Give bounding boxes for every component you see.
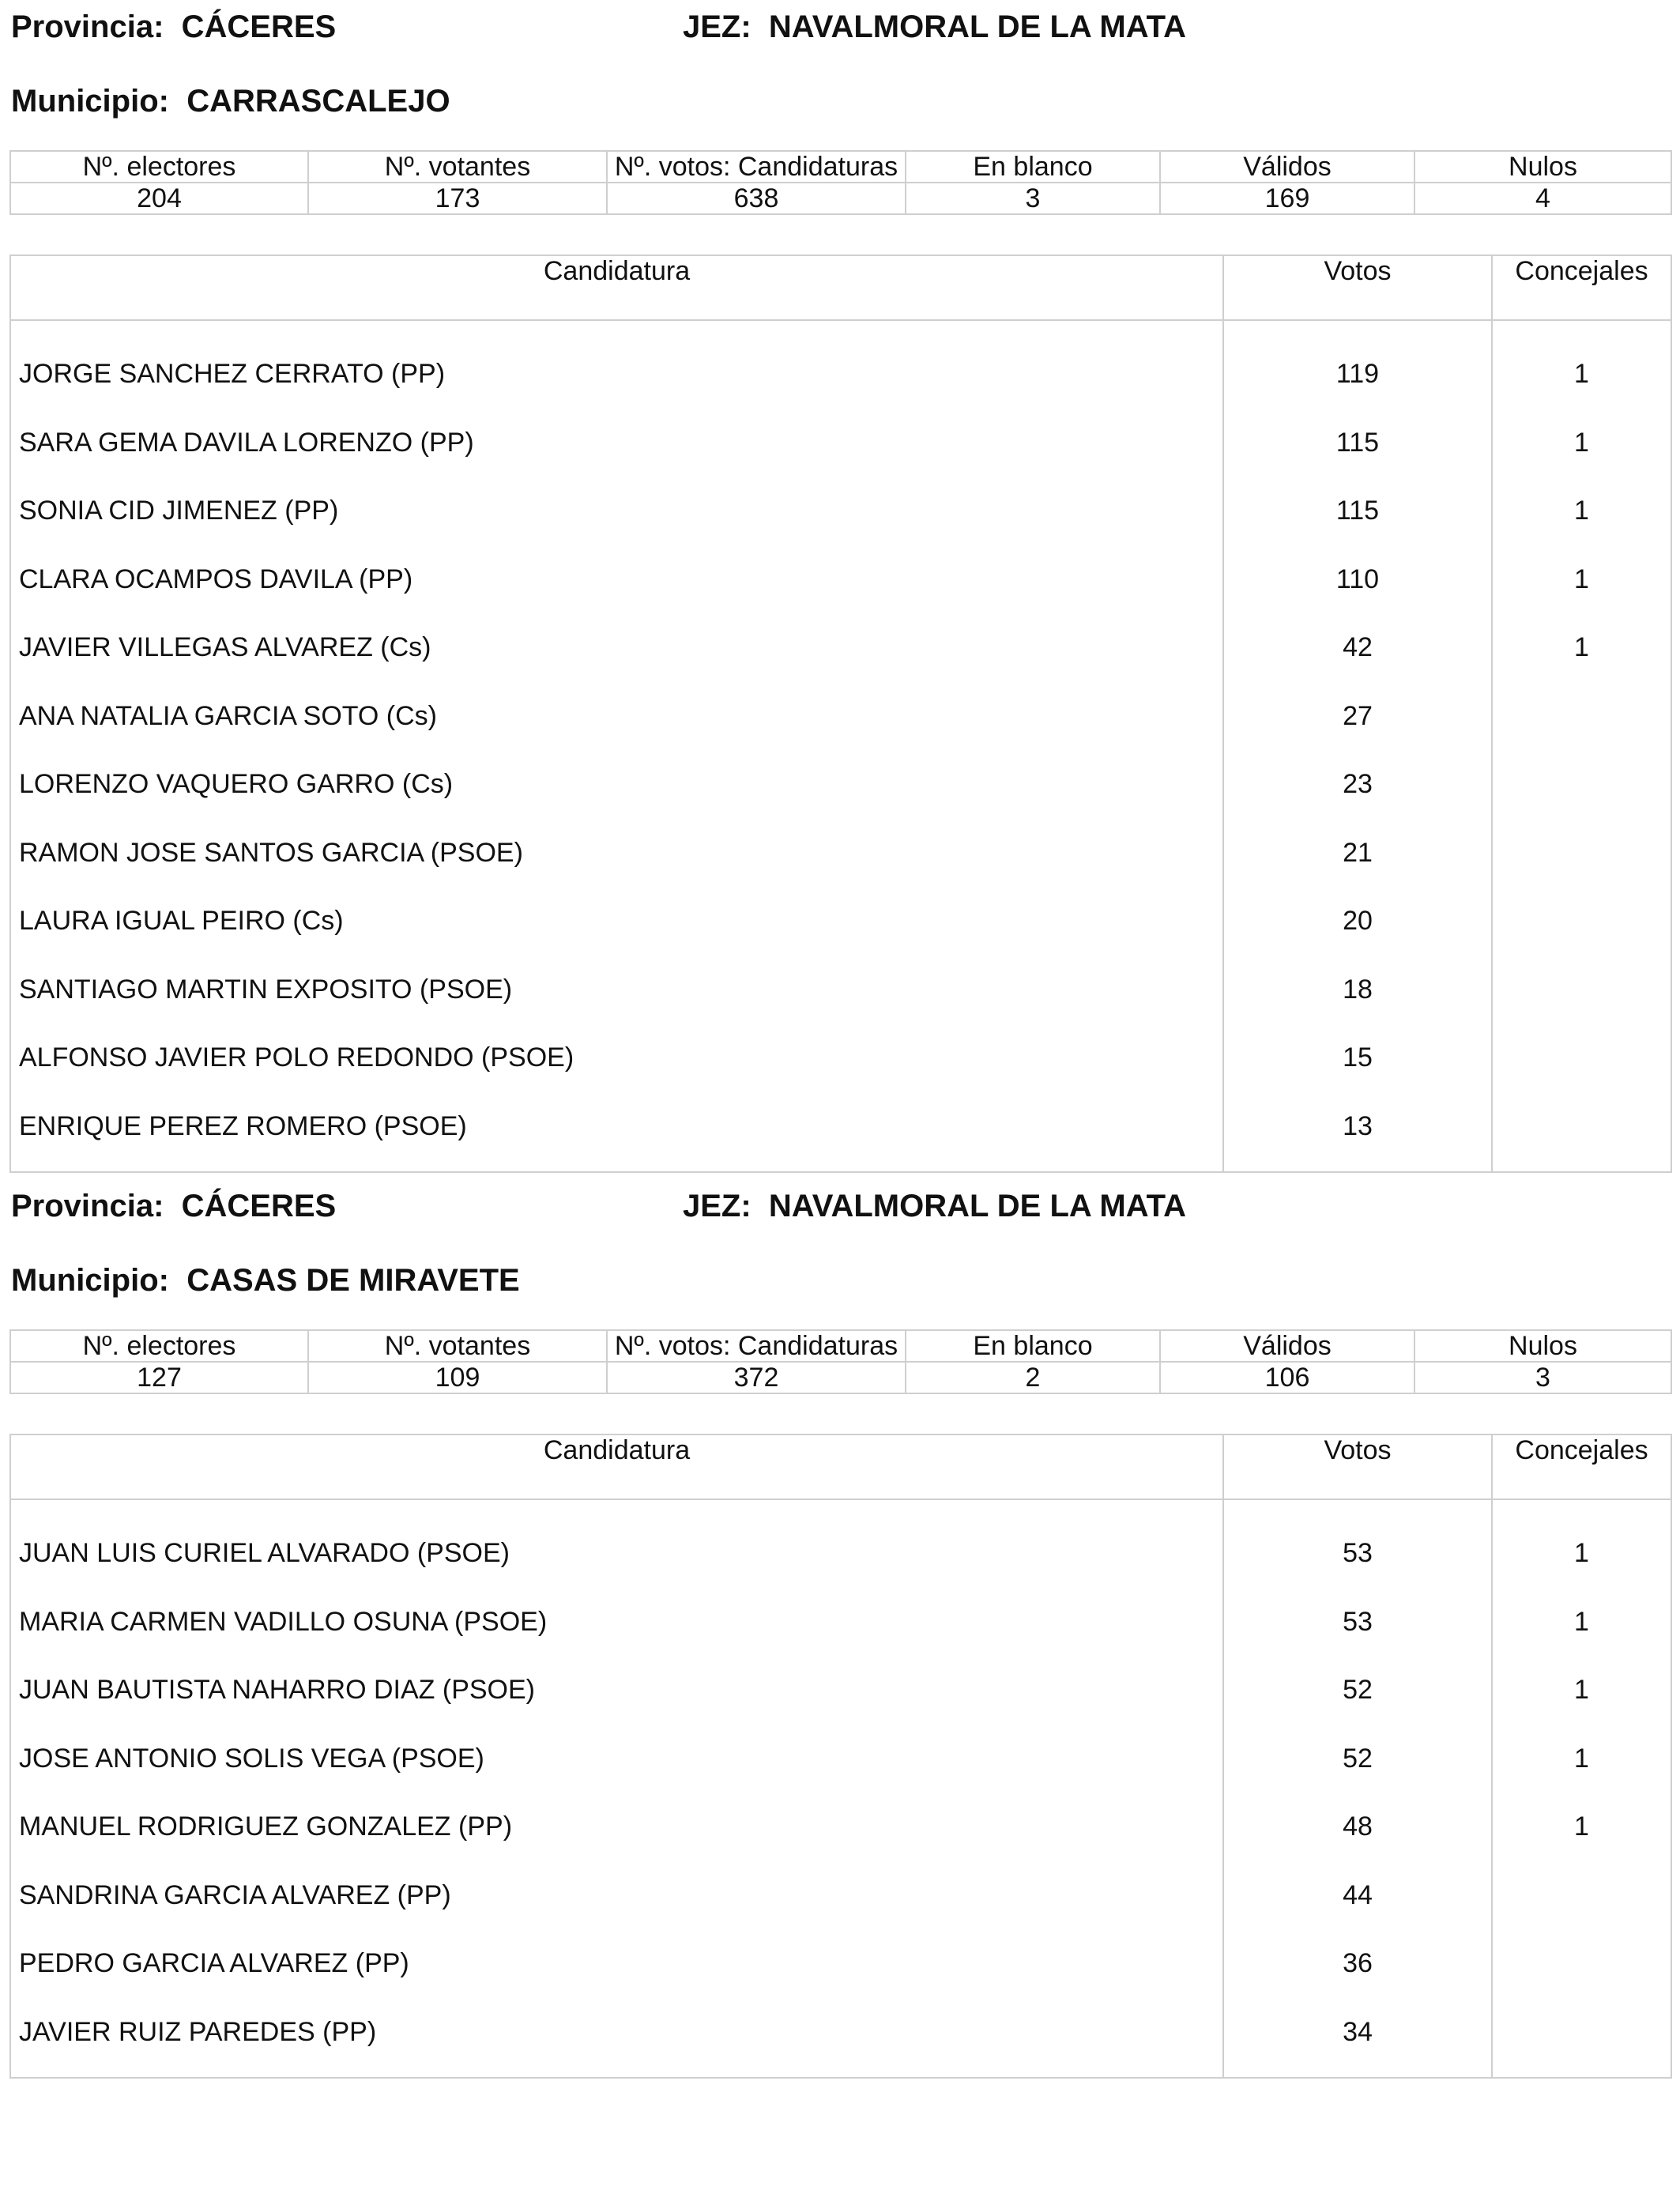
table-row [11, 1728, 1671, 1796]
candidate-votes: 36 [1343, 1948, 1373, 1978]
candidate-votes: 119 [1335, 359, 1380, 389]
provincia-heading: Provincia: CÁCERES [11, 1189, 337, 1223]
candidate-votes: 53 [1343, 1538, 1373, 1568]
candidate-votes: 115 [1335, 427, 1380, 458]
table-row [11, 959, 1671, 1027]
candidate-votes: 34 [1343, 2016, 1373, 2047]
table-row [11, 1659, 1671, 1728]
candidate-concejales: 1 [1574, 632, 1589, 662]
summary-value-cell: 127 [10, 1362, 308, 1393]
candidate-concejales: 1 [1574, 427, 1589, 458]
summary-value-cell: 3 [1414, 1362, 1671, 1393]
table-row [11, 548, 1671, 617]
municipio-heading: Municipio: CARRASCALEJO [11, 84, 450, 119]
candidate-name: CLARA OCAMPOS DAVILA (PP) [19, 564, 413, 594]
municipio-heading: Municipio: CASAS DE MIRAVETE [11, 1263, 520, 1298]
candidate-votes: 21 [1343, 837, 1373, 868]
candidate-name: ENRIQUE PEREZ ROMERO (PSOE) [19, 1110, 467, 1141]
candidate-votes: 13 [1343, 1110, 1373, 1141]
candidate-votes: 115 [1335, 496, 1380, 526]
summary-header-cell: Nº. electores [10, 151, 308, 183]
candidate-concejales: 1 [1574, 1811, 1589, 1842]
summary-header-cell: Nº. electores [10, 1330, 308, 1362]
table-row [11, 2001, 1671, 2070]
table-row [11, 480, 1671, 548]
provincia-heading: Provincia: CÁCERES [11, 9, 337, 44]
table-row [11, 753, 1671, 822]
candidate-name: ALFONSO JAVIER POLO REDONDO (PSOE) [19, 1042, 574, 1072]
summary-header-row [10, 151, 1671, 183]
candidate-name: SANTIAGO MARTIN EXPOSITO (PSOE) [19, 974, 513, 1005]
candidate-votes: 52 [1343, 1675, 1373, 1705]
table-row [11, 1522, 1671, 1591]
table-row [11, 1796, 1671, 1864]
table-row [11, 616, 1671, 685]
table-row [11, 890, 1671, 959]
candidate-concejales: 1 [1574, 564, 1589, 594]
votos-column-header: Votos [1324, 1435, 1392, 1465]
candidatura-column-header: Candidatura [543, 256, 691, 286]
jez-heading: JEZ: NAVALMORAL DE LA MATA [683, 9, 1187, 44]
jez-heading: JEZ: NAVALMORAL DE LA MATA [683, 1189, 1187, 1223]
candidate-votes: 52 [1343, 1743, 1373, 1774]
candidatura-rows [11, 321, 1671, 1171]
candidate-votes: 18 [1343, 974, 1373, 1005]
summary-table [9, 150, 1672, 215]
candidatura-table [9, 254, 1672, 1173]
candidate-votes: 53 [1343, 1606, 1373, 1637]
summary-header-cell: Nulos [1414, 151, 1671, 183]
candidate-name: JAVIER VILLEGAS ALVAREZ (Cs) [19, 632, 431, 662]
summary-table [9, 1329, 1672, 1394]
candidate-concejales: 1 [1574, 1743, 1589, 1774]
table-row [11, 1591, 1671, 1660]
summary-header-cell: Válidos [1160, 151, 1414, 183]
candidatura-table [9, 1434, 1672, 2079]
summary-header-cell: Nº. votos: Candidaturas [607, 151, 906, 183]
table-row [11, 412, 1671, 481]
candidatura-header-row [11, 256, 1671, 321]
summary-value-cell: 106 [1160, 1362, 1414, 1393]
summary-value-cell: 4 [1414, 183, 1671, 214]
candidate-name: SARA GEMA DAVILA LORENZO (PP) [19, 427, 474, 458]
candidate-concejales: 1 [1574, 1675, 1589, 1705]
summary-value-row [10, 1362, 1671, 1393]
summary-value-row [10, 183, 1671, 214]
candidate-votes: 48 [1343, 1811, 1373, 1842]
candidate-votes: 20 [1343, 906, 1373, 936]
summary-header-cell: Nº. votos: Candidaturas [607, 1330, 906, 1362]
candidate-concejales: 1 [1574, 496, 1589, 526]
summary-value-cell: 109 [308, 1362, 607, 1393]
candidate-votes: 27 [1343, 700, 1373, 731]
candidate-name: LORENZO VAQUERO GARRO (Cs) [19, 769, 454, 799]
candidate-name: JUAN BAUTISTA NAHARRO DIAZ (PSOE) [19, 1675, 536, 1705]
candidate-concejales: 1 [1574, 359, 1589, 389]
candidate-votes: 110 [1335, 564, 1380, 594]
summary-value-cell: 2 [906, 1362, 1160, 1393]
summary-header-row [10, 1330, 1671, 1362]
candidatura-rows [11, 1500, 1671, 2077]
candidate-votes: 23 [1343, 769, 1373, 799]
summary-value-cell: 372 [607, 1362, 906, 1393]
summary-header-cell: En blanco [906, 1330, 1160, 1362]
candidate-name: SONIA CID JIMENEZ (PP) [19, 496, 339, 526]
candidatura-header-row [11, 1435, 1671, 1500]
candidate-votes: 15 [1343, 1042, 1373, 1072]
candidate-name: JAVIER RUIZ PAREDES (PP) [19, 2016, 377, 2047]
summary-header-cell: Válidos [1160, 1330, 1414, 1362]
candidate-votes: 42 [1343, 632, 1373, 662]
candidate-name: SANDRINA GARCIA ALVAREZ (PP) [19, 1879, 451, 1910]
summary-value-cell: 173 [308, 183, 607, 214]
candidate-name: MANUEL RODRIGUEZ GONZALEZ (PP) [19, 1811, 513, 1842]
concejales-column-header: Concejales [1515, 256, 1648, 286]
summary-header-cell: En blanco [906, 151, 1160, 183]
candidate-name: ANA NATALIA GARCIA SOTO (Cs) [19, 700, 438, 731]
table-row [11, 685, 1671, 754]
summary-value-cell: 3 [906, 183, 1160, 214]
table-row [11, 1864, 1671, 1933]
candidate-name: JORGE SANCHEZ CERRATO (PP) [19, 359, 446, 389]
candidate-votes: 44 [1343, 1879, 1373, 1910]
table-row [11, 343, 1671, 412]
table-row [11, 1932, 1671, 2001]
candidate-name: JOSE ANTONIO SOLIS VEGA (PSOE) [19, 1743, 484, 1774]
candidate-name: JUAN LUIS CURIEL ALVARADO (PSOE) [19, 1538, 510, 1568]
summary-header-cell: Nº. votantes [308, 151, 607, 183]
table-row [11, 1027, 1671, 1095]
candidate-name: MARIA CARMEN VADILLO OSUNA (PSOE) [19, 1606, 548, 1637]
candidate-concejales: 1 [1574, 1606, 1589, 1637]
candidate-name: RAMON JOSE SANTOS GARCIA (PSOE) [19, 837, 523, 868]
summary-value-cell: 638 [607, 183, 906, 214]
concejales-column-header: Concejales [1515, 1435, 1648, 1465]
candidate-name: PEDRO GARCIA ALVAREZ (PP) [19, 1948, 409, 1978]
candidatura-column-header: Candidatura [543, 1435, 691, 1465]
votos-column-header: Votos [1324, 256, 1392, 286]
candidate-concejales: 1 [1574, 1538, 1589, 1568]
candidate-name: LAURA IGUAL PEIRO (Cs) [19, 906, 344, 936]
summary-header-cell: Nulos [1414, 1330, 1671, 1362]
summary-value-cell: 204 [10, 183, 308, 214]
table-row [11, 1095, 1671, 1164]
table-row [11, 822, 1671, 891]
summary-value-cell: 169 [1160, 183, 1414, 214]
summary-header-cell: Nº. votantes [308, 1330, 607, 1362]
